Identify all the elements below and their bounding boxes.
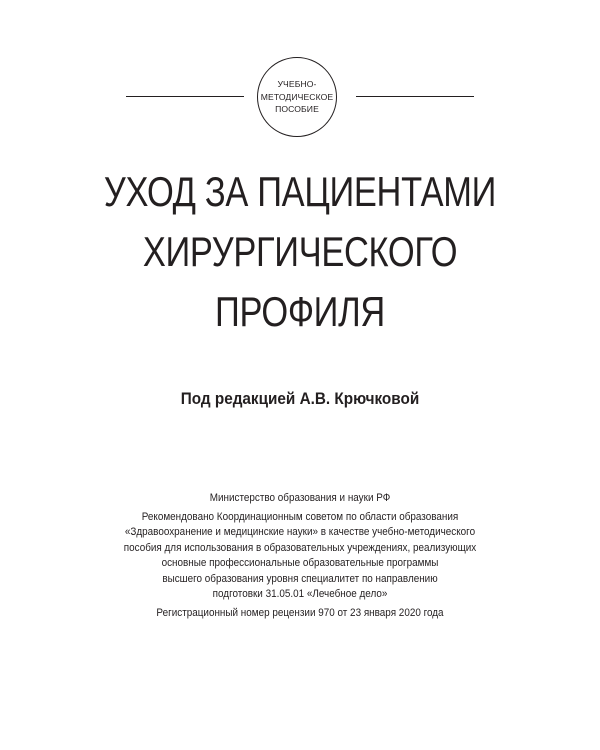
- book-title-line: УХОД ЗА ПАЦИЕНТАМИ: [103, 168, 497, 215]
- badge-line: ПОСОБИЕ: [275, 104, 319, 115]
- recommendation-line: «Здравоохранение и медицинские науки» в качестве учебно-методического: [124, 526, 476, 538]
- right-divider-line: [356, 96, 474, 97]
- registration-line: Регистрационный номер рецензии 970 от 23 января 2020 года: [156, 606, 444, 619]
- recommendation-line: основные профессиональные образовательные программы: [161, 557, 439, 569]
- book-title-line: ХИРУРГИЧЕСКОГО: [142, 228, 458, 275]
- left-divider-line: [126, 96, 244, 97]
- editor-credit: Под редакцией А.В. Крючковой: [180, 389, 420, 408]
- recommendation-line: Рекомендовано Координационным советом по области образования: [141, 510, 459, 523]
- book-title-line: ПРОФИЛЯ: [215, 288, 385, 335]
- ministry-line: Министерство образования и науки РФ: [209, 492, 391, 504]
- publication-info: [0, 491, 600, 621]
- recommendation-line: подготовки 31.05.01 «Лечебное дело»: [212, 588, 388, 600]
- recommendation-line: высшего образования уровня специалитет по направлению: [162, 572, 438, 585]
- badge-line: МЕТОДИЧЕСКОЕ: [260, 91, 334, 102]
- publication-type-badge: [257, 57, 337, 137]
- recommendation-line: пособия для использования в образовательных учреждениях, реализующих: [123, 541, 477, 554]
- book-title: [0, 162, 600, 342]
- badge-line: УЧЕБНО-: [277, 79, 317, 90]
